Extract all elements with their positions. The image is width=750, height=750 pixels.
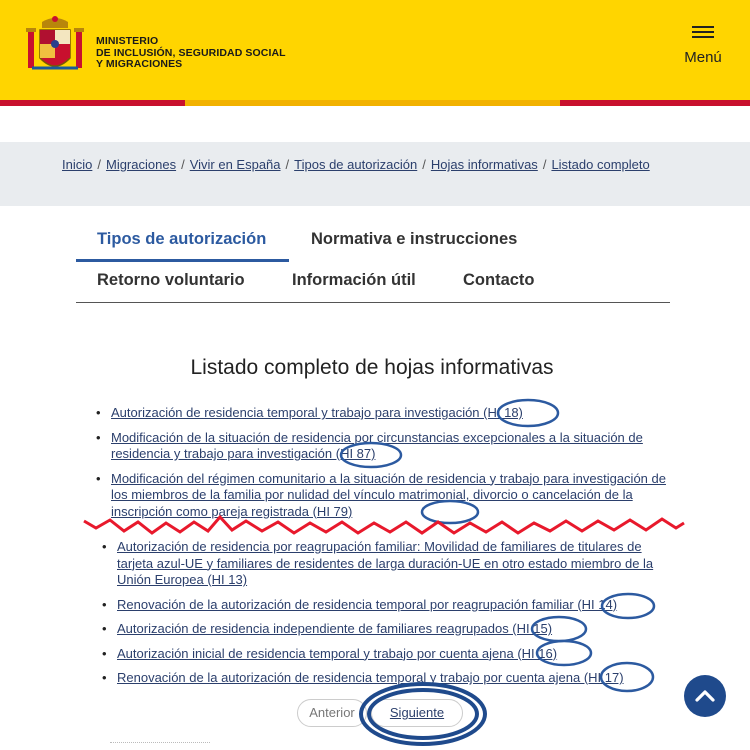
page-title: Listado completo de hojas informativas [190, 356, 554, 379]
menu-label: Menú [684, 49, 722, 66]
tab-tipos-de-autorizacion[interactable]: Tipos de autorización [97, 230, 267, 248]
list-item [117, 670, 677, 687]
list-item [111, 471, 671, 521]
list-item [117, 539, 677, 589]
info-sheet-list-top [111, 405, 671, 528]
info-sheet-link-hi-79[interactable]: Modificación del régimen comunitario a la situación de residencia y trabajo para investigación de los miembros de la familia por nulidad del vínculo matrimonial, divorcio o cancelación de la inscripción como pareja registrada (HI 79) [111, 470, 666, 519]
info-sheet-link-hi-16[interactable]: Autorización inicial de residencia temporal y trabajo por cuenta ajena (HI 16) [117, 645, 558, 661]
info-sheet-link-hi-87[interactable]: Modificación de la situación de residencia por circunstancias excepcionales a la situación de residencia y trabajo para investigación (HI 87) [111, 429, 643, 461]
active-tab-indicator [76, 259, 289, 262]
footer-edge [110, 742, 210, 750]
next-page-button[interactable]: Siguiente [371, 699, 463, 727]
list-item [111, 405, 671, 422]
info-sheet-link-hi-17[interactable]: Renovación de la autorización de residencia temporal y trabajo por cuenta ajena (HI 17) [117, 670, 624, 685]
breadcrumb-tipos-de-autorizacion[interactable]: Tipos de autorización [294, 157, 418, 172]
info-sheet-list-bottom [117, 539, 677, 695]
info-sheet-link-hi-14[interactable]: Renovación de la autorización de residencia temporal por reagrupación familiar (HI 14) [117, 596, 618, 612]
list-item [117, 621, 677, 638]
ministry-line-1: MINISTERIO [96, 35, 159, 47]
flag-stripe-gold [185, 100, 560, 106]
menu-button[interactable] [676, 22, 730, 72]
site-header [0, 0, 750, 100]
coat-of-arms-icon[interactable] [24, 14, 86, 78]
list-item [117, 646, 677, 663]
ministry-line-2: DE INCLUSIÓN, SEGURIDAD SOCIAL [96, 46, 286, 59]
list-item [117, 597, 677, 614]
hamburger-icon [692, 24, 714, 40]
tab-retorno-voluntario[interactable]: Retorno voluntario [97, 271, 245, 289]
breadcrumb-listado-completo[interactable]: Listado completo [551, 157, 650, 172]
ministry-name[interactable] [96, 36, 286, 71]
chevron-up-icon [693, 684, 717, 708]
tab-contacto[interactable]: Contacto [463, 271, 535, 289]
flag-stripe-red-left [0, 100, 185, 106]
list-item [111, 430, 671, 463]
breadcrumb-migraciones[interactable]: Migraciones [105, 157, 177, 172]
breadcrumb-vivir-en-espana[interactable]: Vivir en España [189, 157, 281, 172]
ministry-line-3: Y MIGRACIONES [96, 58, 183, 70]
breadcrumb-inicio[interactable]: Inicio [62, 157, 93, 172]
back-to-top-button[interactable] [684, 675, 726, 717]
tabs-divider [76, 302, 670, 303]
flag-stripe-red-right [560, 100, 750, 106]
breadcrumb-hojas-informativas[interactable]: Hojas informativas [430, 157, 538, 172]
previous-page-button[interactable]: Anterior [297, 699, 367, 727]
breadcrumb: Inicio / Migraciones / Vivir en España / Tipos de autorización / Hojas informativas / Listado completo [0, 142, 750, 206]
tab-informacion-util[interactable]: Información útil [292, 271, 416, 289]
info-sheet-link-hi-15[interactable]: Autorización de residencia independiente de familiares reagrupados (HI 15) [117, 621, 553, 636]
tab-normativa-e-instrucciones[interactable]: Normativa e instrucciones [311, 230, 518, 248]
info-sheet-link-hi-18[interactable]: Autorización de residencia temporal y trabajo para investigación (HI 18) [111, 405, 523, 420]
info-sheet-link-hi-13[interactable]: Autorización de residencia por reagrupación familiar: Movilidad de familiares de titulares de tarjeta azul-UE y familiares de residentes de larga duración-UE en otro estado miembro de la Unión Europea (HI 13) [117, 539, 654, 587]
